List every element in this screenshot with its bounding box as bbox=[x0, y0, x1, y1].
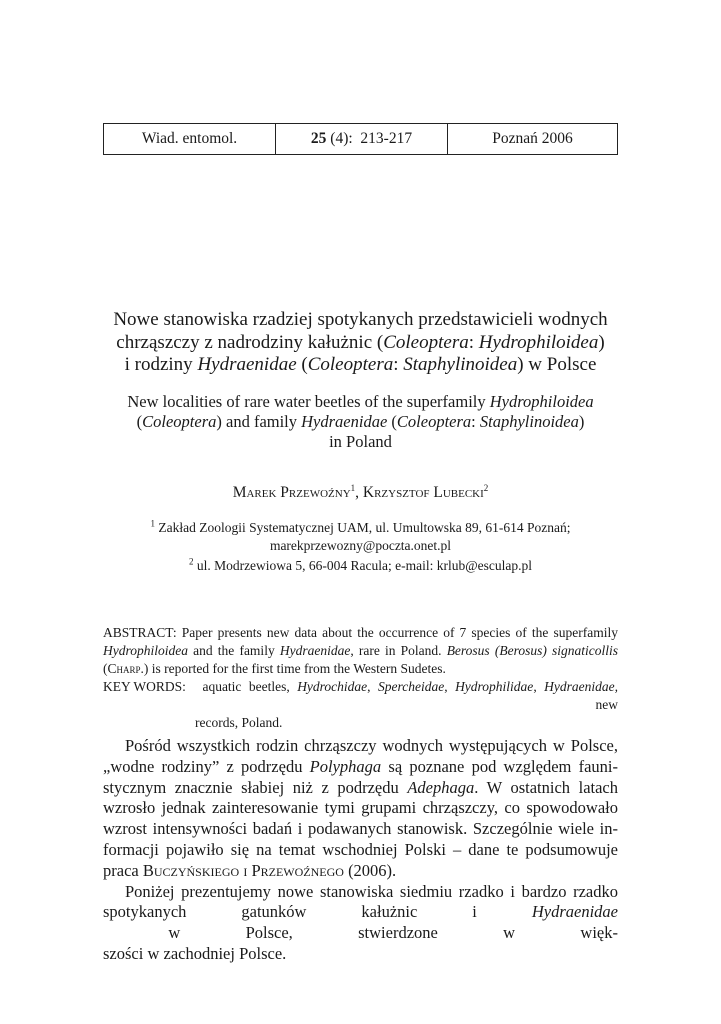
paragraph-2 bbox=[103, 882, 618, 965]
volume-cell bbox=[276, 124, 448, 154]
author-2-affiliation-mark: 2 bbox=[483, 482, 489, 493]
taxon-name: Coleoptera bbox=[142, 412, 217, 431]
p1-line-7 bbox=[103, 861, 618, 882]
taxon-name: Hydraenidae bbox=[279, 643, 351, 658]
p1-line-6: formacji pojawiło się na temat wschodniej Polski – dane te podsumowuje bbox=[103, 839, 618, 859]
journal-name: Wiad. entomol. bbox=[141, 130, 238, 147]
text-span: „wodne rodziny” z podrzędu bbox=[103, 756, 310, 776]
abstract bbox=[103, 624, 618, 678]
key-words-line-2: records, Poland. bbox=[195, 715, 283, 730]
title-en-line-3: in Poland bbox=[329, 432, 392, 451]
taxon-name: Hydrochidae bbox=[297, 679, 368, 694]
p1-line-2 bbox=[103, 757, 618, 778]
key-words-label: KEY WORDS: bbox=[103, 679, 186, 694]
taxon-name: Adephaga bbox=[407, 777, 475, 797]
p1-line-1: Pośród wszystkich rodzin chrząszczy wodnych występujących w Polsce, bbox=[125, 736, 618, 755]
taxon-name: Coleoptera bbox=[383, 331, 469, 353]
text-span: ) w Polsce bbox=[517, 354, 597, 375]
citation-header-table bbox=[103, 123, 618, 155]
author-citation: Buczyńskiego bbox=[142, 860, 240, 880]
taxon-name: Berosus (Berosus) signaticollis bbox=[446, 643, 618, 658]
text-span: i rodziny bbox=[124, 354, 198, 375]
affiliation-text: ul. Modrzewiowa 5, 66-004 Racula; e-mail: krlub@esculap.pl bbox=[193, 558, 533, 573]
abstract-line-1 bbox=[103, 624, 618, 642]
title-pl-line-1: Nowe stanowiska rzadziej spotykanych przedstawicieli wodnych bbox=[113, 309, 608, 330]
abstract-line-2 bbox=[103, 642, 618, 660]
key-words-row bbox=[103, 678, 618, 732]
taxon-name: Hydrophiloidea bbox=[103, 643, 188, 658]
taxon-name: Hydrophiloidea bbox=[489, 392, 594, 411]
author-citation: Przewoźnego bbox=[251, 860, 344, 880]
issue-pages: (4): 213-217 bbox=[326, 130, 413, 147]
text-span: New localities of rare water beetles of the superfamily bbox=[127, 392, 490, 411]
place-year-cell bbox=[448, 124, 617, 154]
text-span: w Polsce, stwierdzone w więk- bbox=[103, 923, 618, 943]
text-span: ) bbox=[598, 331, 605, 353]
key-words-list bbox=[195, 678, 618, 732]
text-span: ( bbox=[296, 354, 308, 375]
author-1-affiliation-mark: 1 bbox=[350, 482, 356, 493]
abstract-label: ABSTRACT: bbox=[103, 625, 177, 640]
text-span: ( bbox=[136, 412, 143, 431]
title-en-line-1 bbox=[60, 392, 661, 412]
text-span: ) and family bbox=[216, 412, 302, 431]
text-span: chrząszczy z nadrodziny kałużnic ( bbox=[116, 331, 384, 353]
text-span: , bbox=[444, 679, 456, 694]
place-year: Poznań 2006 bbox=[492, 130, 573, 147]
p1-line-5: wzrost intensywności badań i podawanych stanowisk. Szczególnie wiele in- bbox=[103, 819, 618, 839]
volume-number: 25 bbox=[310, 130, 327, 147]
key-words bbox=[103, 678, 618, 732]
affiliation-1-email: marekprzewozny@poczta.onet.pl bbox=[269, 538, 452, 553]
title-pl-line-2 bbox=[60, 332, 661, 355]
text-span: stycznym znacznie słabiej niż z podrzędu bbox=[103, 777, 408, 797]
title-english bbox=[60, 392, 661, 452]
text-span: Paper presents new data about the occurrence of 7 species of the superfamily bbox=[176, 625, 618, 640]
text-span: and the family bbox=[188, 643, 280, 658]
p2-line-3: szości w zachodniej Polsce. bbox=[103, 943, 287, 963]
text-span: ) is reported for the first time from the Western Sudetes. bbox=[143, 661, 446, 676]
taxon-name: Hydraenidae bbox=[531, 902, 618, 922]
text-span: new bbox=[195, 697, 618, 712]
text-span: . W ostatnich latach bbox=[474, 777, 618, 797]
text-span: praca bbox=[103, 860, 143, 880]
p1-line-3 bbox=[103, 778, 618, 799]
text-span: , bbox=[533, 679, 545, 694]
taxon-name: Hydraenidae bbox=[197, 354, 297, 375]
text-span: , rare in Poland. bbox=[350, 643, 447, 658]
author-2: Krzysztof Lubecki bbox=[362, 484, 484, 501]
affiliation-1 bbox=[60, 519, 661, 555]
author-1: Marek Przewoźny bbox=[232, 484, 351, 501]
text-span: ( bbox=[103, 661, 108, 676]
taxon-name: Hydrophiloidea bbox=[478, 331, 599, 353]
taxon-name: Hydrophilidae bbox=[455, 679, 534, 694]
text-span: ( bbox=[387, 412, 397, 431]
taxon-name: Staphylinoidea bbox=[479, 412, 579, 431]
taxon-name: Spercheidae bbox=[378, 679, 445, 694]
affiliation-mark: 1 bbox=[150, 518, 156, 529]
text-span: : bbox=[471, 412, 480, 431]
authors-line bbox=[60, 484, 661, 502]
affiliation-1-line-1 bbox=[60, 519, 661, 537]
author-citation: Charp. bbox=[107, 661, 144, 676]
title-pl-line-3 bbox=[60, 354, 661, 377]
p2-line-2 bbox=[103, 902, 618, 944]
key-words-line-1 bbox=[195, 678, 618, 714]
taxon-name: Polyphaga bbox=[309, 756, 382, 776]
taxon-name: Staphylinoidea bbox=[403, 354, 518, 375]
p2-line-1: Poniżej prezentujemy nowe stanowiska siedmiu rzadko i bardzo rzadko bbox=[125, 881, 618, 901]
body-text bbox=[103, 736, 618, 965]
text-span: (2006). bbox=[343, 860, 397, 880]
text-span: , bbox=[367, 679, 378, 694]
affiliation-2 bbox=[60, 557, 661, 575]
text-span: ) bbox=[578, 412, 585, 431]
p1-line-4: wzrosło jednak zainteresowanie tymi grupami chrząszczy, co spowodowało bbox=[103, 798, 618, 818]
text-span: aquatic beetles, bbox=[195, 679, 298, 694]
text-span: i bbox=[239, 860, 252, 880]
affiliation-text: Zakład Zoologii Systematycznej UAM, ul. Umultowska 89, 61-614 Poznań; bbox=[155, 520, 571, 535]
journal-name-cell bbox=[104, 124, 276, 154]
abstract-line-3 bbox=[103, 660, 618, 678]
author-separator: , bbox=[355, 484, 363, 501]
title-polish bbox=[60, 309, 661, 377]
affiliation-mark: 2 bbox=[188, 556, 194, 567]
paragraph-1 bbox=[103, 736, 618, 882]
title-en-line-2 bbox=[60, 412, 661, 432]
text-span: spotykanych gatunków kałużnic i bbox=[103, 902, 532, 922]
taxon-name: Hydraenidae, bbox=[544, 679, 618, 694]
text-span: są poznane pod względem fauni- bbox=[381, 756, 618, 776]
taxon-name: Hydraenidae bbox=[301, 412, 388, 431]
taxon-name: Coleoptera bbox=[307, 354, 394, 375]
taxon-name: Coleoptera bbox=[396, 412, 472, 431]
text-span: : bbox=[468, 331, 479, 353]
text-span: : bbox=[393, 354, 404, 375]
